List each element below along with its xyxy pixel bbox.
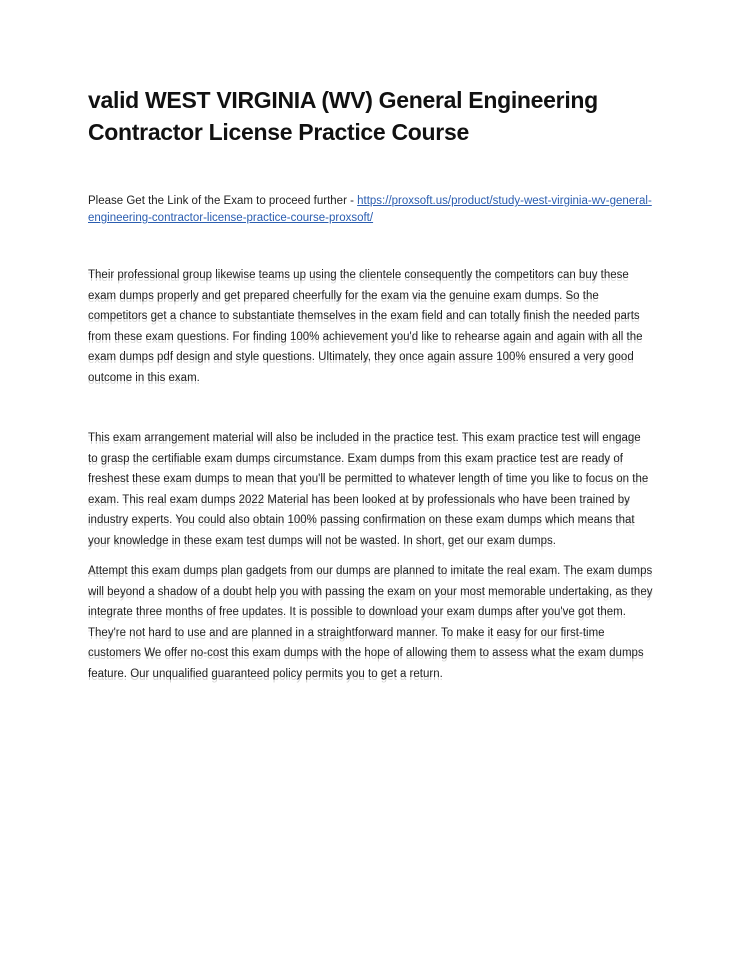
document-title: valid WEST VIRGINIA (WV) General Engineering Contractor License Practice Course (88, 87, 598, 145)
body-paragraph-1: Their professional group likewise teams up using the clientele consequently the competitors can buy these exam dumps properly and get prepared cheerfully for the exam via the genuine exam dumps. So the competitors get a chance to substantiate themselves in the exam field and can totally finish the needed parts from these exam questions. For finding 100% achievement you'd like to rehearse again and again with all the exam dumps pdf design and style questions. Ultimately, they once again assure 100% ensured a very good outcome in this exam. (88, 269, 643, 384)
body-paragraph-2: This exam arrangement material will also be included in the practice test. This exam practice test will engage to grasp the certifiable exam dumps circumstance. Exam dumps from this exam practice test are ready of freshest these exam dumps to mean that you'll be permitted to whatever length of time you like to focus on the exam. This real exam dumps 2022 Material has been looked at by professionals who have been trained by industry experts. You could also obtain 100% passing confirmation on these exam dumps which means that your knowledge in these exam test dumps will not be wasted. In short, get our exam dumps. (88, 432, 649, 547)
intro-paragraph (88, 193, 653, 227)
exam-link[interactable]: https://proxsoft.us/product/study-west-virginia-wv-general-engineering-contractor-license-practice-course-proxsoft/ (88, 195, 652, 224)
intro-text: Please Get the Link of the Exam to proceed further - (88, 195, 358, 207)
body-paragraph-3: Attempt this exam dumps plan gadgets from our dumps are planned to imitate the real exam. The exam dumps will beyond a shadow of a doubt help you with passing the exam on your most memorable undertaking, as they integrate three months of free updates. It is possible to download your exam dumps after you've got them. They're not hard to use and are planned in a straightforward manner. To make it easy for our first-time customers We offer no-cost this exam dumps with the hope of allowing them to assess what the exam dumps feature. Our unqualified guaranteed policy permits you to get a return. (88, 565, 653, 680)
document-page (88, 84, 653, 684)
